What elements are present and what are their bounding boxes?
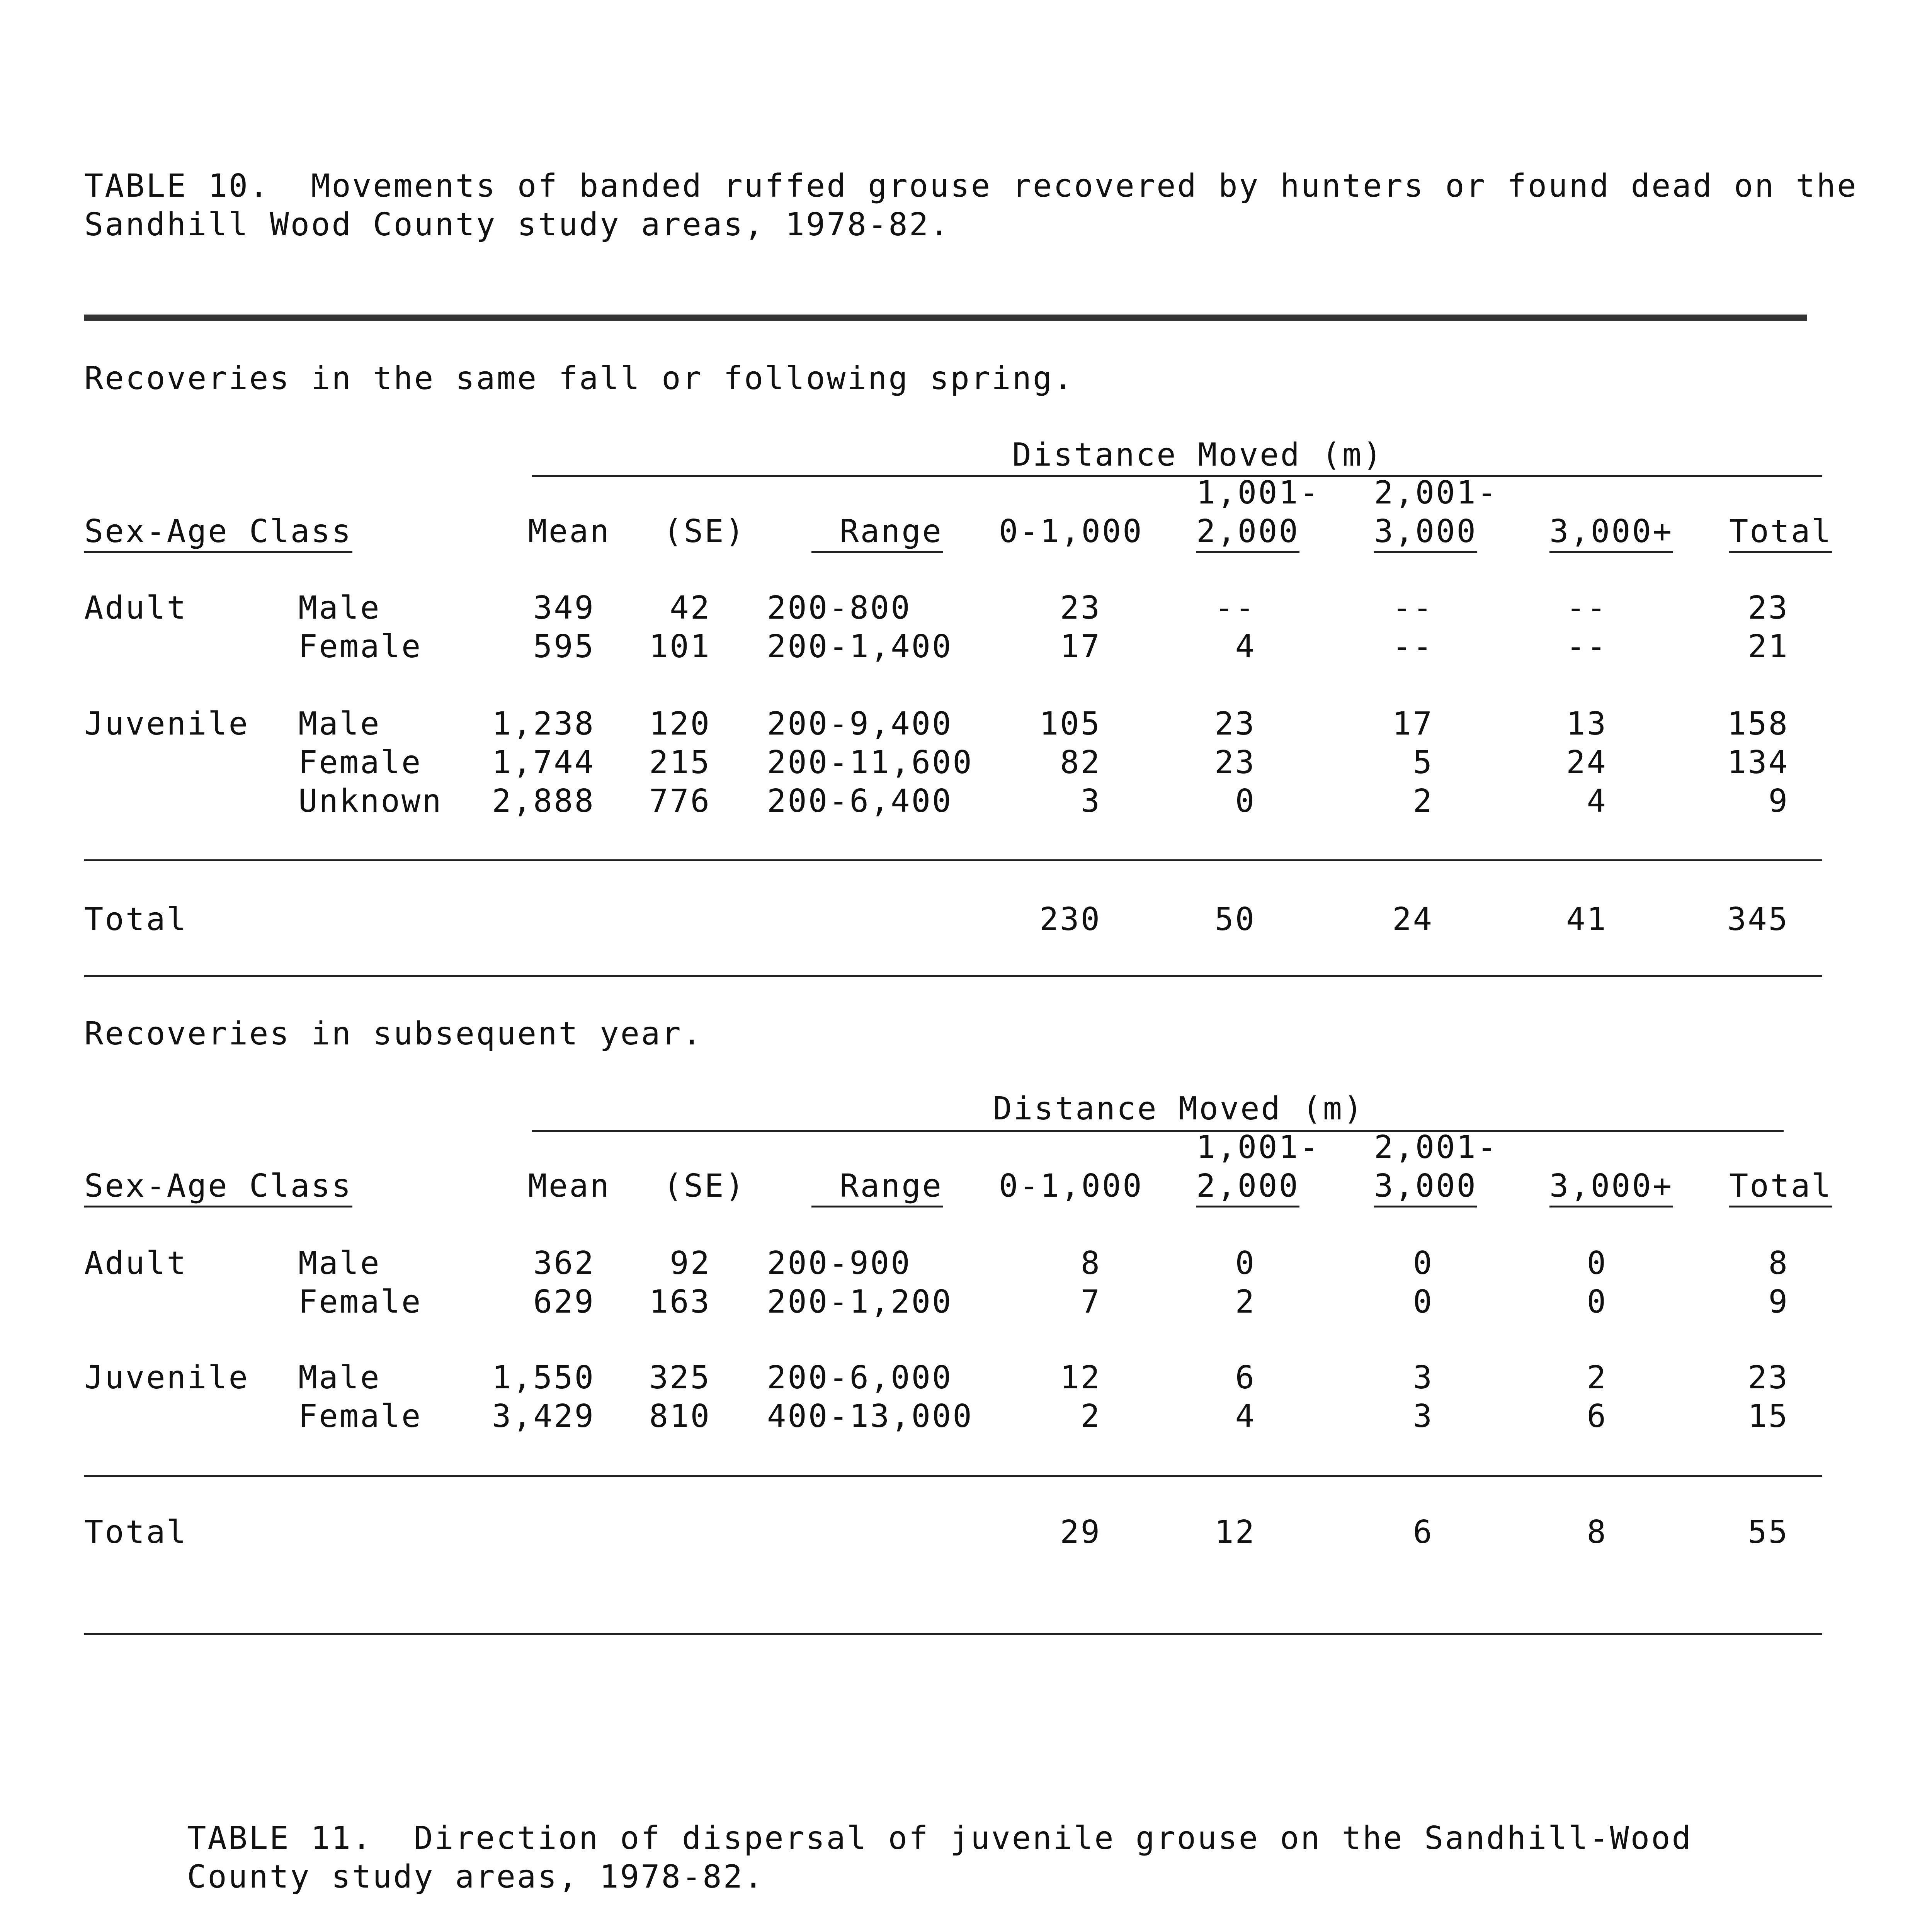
row-range: 200-800	[767, 590, 912, 626]
row-se: 325	[649, 1359, 711, 1396]
s1-header-total: Total	[1729, 512, 1832, 553]
row-d3: --	[1392, 628, 1434, 665]
row-sex: Female	[298, 628, 422, 665]
row-d1: 82	[1060, 744, 1101, 781]
row-d4: 0	[1587, 1284, 1607, 1320]
row-total: 15	[1748, 1398, 1789, 1435]
row-mean: 1,550	[492, 1359, 595, 1396]
total-label: Total	[84, 901, 187, 938]
s1-total-top-rule	[84, 859, 1822, 861]
s2-header-d3-top: 2,001-	[1374, 1129, 1498, 1166]
row-d4: 6	[1587, 1398, 1607, 1435]
row-d3: 0	[1413, 1245, 1434, 1282]
row-d1: 105	[1039, 706, 1101, 742]
row-total: 23	[1748, 590, 1789, 626]
row-range: 200-11,600	[767, 744, 973, 781]
row-d3: 17	[1392, 706, 1434, 742]
row-d2: 4	[1235, 1398, 1256, 1435]
row-d1: 8	[1080, 1245, 1101, 1282]
row-d1: 2	[1080, 1398, 1101, 1435]
s2-header-d4: 3,000+	[1549, 1167, 1673, 1208]
row-mean: 3,429	[492, 1398, 595, 1435]
s2-header-total: Total	[1729, 1167, 1832, 1208]
row-mean: 1,238	[492, 706, 595, 742]
row-d1: 3	[1080, 783, 1101, 820]
row-d4: 0	[1587, 1245, 1607, 1282]
row-d3: 3	[1413, 1359, 1434, 1396]
row-age: Adult	[84, 590, 187, 626]
s1-header-distance-moved: Distance Moved (m)	[1012, 437, 1384, 473]
row-d3: 3	[1413, 1398, 1434, 1435]
row-d4: 13	[1566, 706, 1607, 742]
row-range: 400-13,000	[767, 1398, 973, 1435]
row-total: 23	[1748, 1359, 1789, 1396]
row-se: 215	[649, 744, 711, 781]
row-mean: 1,744	[492, 744, 595, 781]
total-d2: 50	[1214, 901, 1256, 938]
row-sex: Male	[298, 590, 381, 626]
total-d1: 29	[1060, 1514, 1101, 1551]
table10-caption: TABLE 10. Movements of banded ruffed grouse recovered by hunters or found dead on the Sandhill Wood County study areas, 1978-82.	[84, 168, 1858, 243]
row-range: 200-6,400	[767, 783, 953, 820]
row-d1: 23	[1060, 590, 1101, 626]
row-d4: 2	[1587, 1359, 1607, 1396]
row-d2: 6	[1235, 1359, 1256, 1396]
s2-header-group-rule	[532, 1130, 1784, 1132]
row-d2: 23	[1214, 706, 1256, 742]
row-d4: --	[1566, 628, 1607, 665]
table10-bottom-rule	[84, 1633, 1822, 1635]
row-se: 42	[670, 590, 711, 626]
row-sex: Female	[298, 1284, 422, 1320]
row-d3: 5	[1413, 744, 1434, 781]
row-d2: 0	[1235, 783, 1256, 820]
row-total: 21	[1748, 628, 1789, 665]
row-d2: 23	[1214, 744, 1256, 781]
row-d1: 17	[1060, 628, 1101, 665]
s2-header-d3-bottom: 3,000	[1374, 1167, 1477, 1208]
row-total: 8	[1768, 1245, 1789, 1282]
row-d3: 2	[1413, 783, 1434, 820]
row-se: 92	[670, 1245, 711, 1282]
table10-top-rule	[84, 315, 1807, 321]
s1-header-d3-top: 2,001-	[1374, 474, 1498, 511]
row-sex: Female	[298, 1398, 422, 1435]
total-d4: 8	[1587, 1514, 1607, 1551]
s2-header-distance-moved: Distance Moved (m)	[993, 1090, 1364, 1127]
s1-header-d1: 0-1,000	[999, 513, 1143, 550]
total-d3: 6	[1413, 1514, 1434, 1551]
total-d1: 230	[1039, 901, 1101, 938]
row-d3: --	[1392, 590, 1434, 626]
s2-total-top-rule	[84, 1475, 1822, 1477]
s1-header-mean: Mean	[528, 513, 611, 550]
s1-header-d2-top: 1,001-	[1196, 474, 1320, 511]
row-d3: 0	[1413, 1284, 1434, 1320]
total-d2: 12	[1214, 1514, 1256, 1551]
row-range: 200-9,400	[767, 706, 953, 742]
row-d2: 4	[1235, 628, 1256, 665]
row-mean: 595	[533, 628, 595, 665]
row-d4: --	[1566, 590, 1607, 626]
row-range: 200-6,000	[767, 1359, 953, 1396]
s1-header-d2-bottom: 2,000	[1196, 512, 1299, 553]
row-mean: 629	[533, 1284, 595, 1320]
total-d4: 41	[1566, 901, 1607, 938]
section2-title: Recoveries in subsequent year.	[84, 1015, 703, 1052]
row-sex: Female	[298, 744, 422, 781]
row-age: Juvenile	[84, 706, 249, 742]
row-total: 134	[1727, 744, 1789, 781]
s1-header-se: (SE)	[663, 513, 746, 550]
s1-header-sex-age-class: Sex-Age Class	[84, 512, 352, 553]
row-range: 200-1,400	[767, 628, 953, 665]
s1-header-range: Range	[811, 512, 943, 553]
s2-header-d2-bottom: 2,000	[1196, 1167, 1299, 1208]
s2-header-mean: Mean	[528, 1168, 611, 1204]
section1-title: Recoveries in the same fall or following spring.	[84, 360, 1074, 397]
row-d4: 4	[1587, 783, 1607, 820]
total-d3: 24	[1392, 901, 1434, 938]
row-sex: Male	[298, 706, 381, 742]
s1-header-d4: 3,000+	[1549, 512, 1673, 553]
total-total: 345	[1727, 901, 1789, 938]
row-total: 9	[1768, 783, 1789, 820]
s1-header-d3-bottom: 3,000	[1374, 512, 1477, 553]
row-sex: Unknown	[298, 783, 443, 820]
row-d4: 24	[1566, 744, 1607, 781]
s2-header-sex-age-class: Sex-Age Class	[84, 1167, 352, 1208]
row-d2: --	[1214, 590, 1256, 626]
row-range: 200-900	[767, 1245, 912, 1282]
s2-header-se: (SE)	[663, 1168, 746, 1204]
s2-header-range: Range	[811, 1167, 943, 1208]
row-sex: Male	[298, 1359, 381, 1396]
row-range: 200-1,200	[767, 1284, 953, 1320]
row-sex: Male	[298, 1245, 381, 1282]
row-d2: 2	[1235, 1284, 1256, 1320]
row-se: 120	[649, 706, 711, 742]
row-total: 9	[1768, 1284, 1789, 1320]
s2-header-d2-top: 1,001-	[1196, 1129, 1320, 1166]
total-total: 55	[1748, 1514, 1789, 1551]
row-d1: 12	[1060, 1359, 1101, 1396]
row-se: 776	[649, 783, 711, 820]
s1-header-group-rule	[532, 475, 1822, 477]
row-se: 101	[649, 628, 711, 665]
row-d1: 7	[1080, 1284, 1101, 1320]
row-mean: 349	[533, 590, 595, 626]
row-d2: 0	[1235, 1245, 1256, 1282]
row-age: Juvenile	[84, 1359, 249, 1396]
s2-header-d1: 0-1,000	[999, 1168, 1143, 1204]
row-se: 163	[649, 1284, 711, 1320]
row-se: 810	[649, 1398, 711, 1435]
row-age: Adult	[84, 1245, 187, 1282]
s1-bottom-rule	[84, 975, 1822, 977]
row-total: 158	[1727, 706, 1789, 742]
total-label: Total	[84, 1514, 187, 1551]
row-mean: 362	[533, 1245, 595, 1282]
row-mean: 2,888	[492, 783, 595, 820]
table11-caption: TABLE 11. Direction of dispersal of juvenile grouse on the Sandhill-Wood County study areas, 1978-82.	[187, 1820, 1692, 1895]
